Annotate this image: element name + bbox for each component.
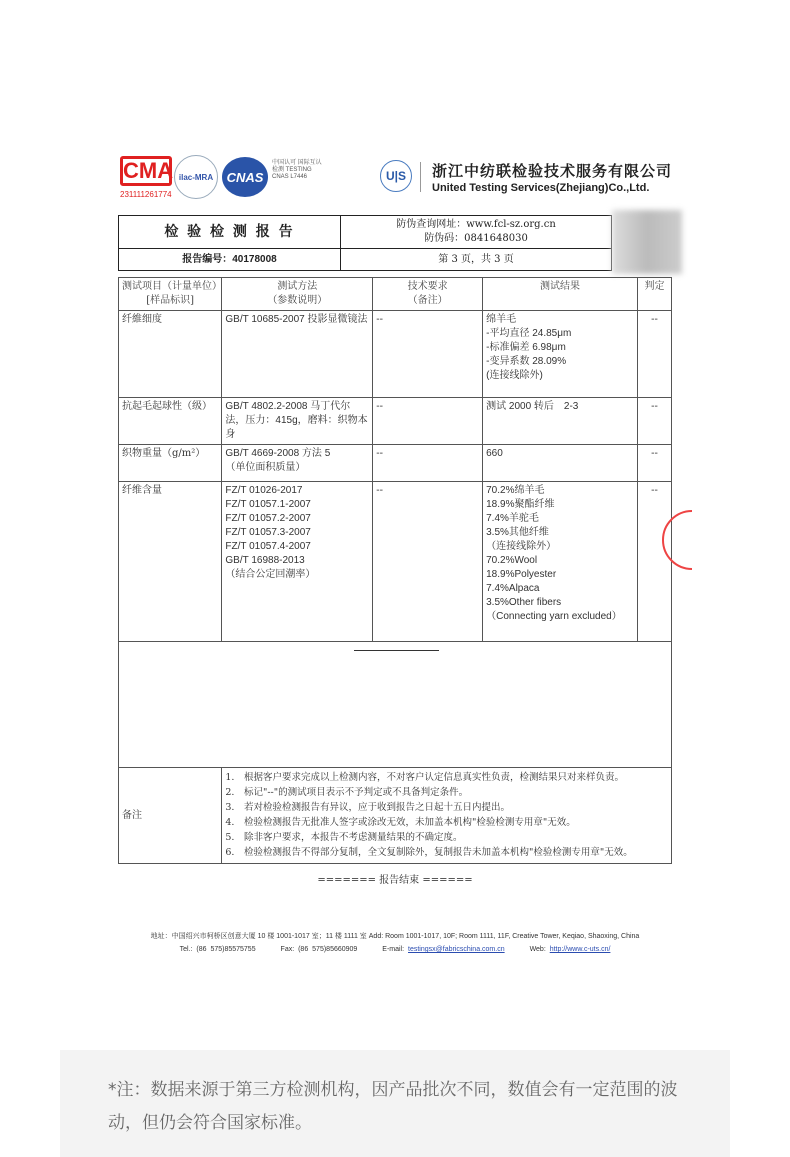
- test-result: [483, 482, 638, 642]
- test-result-line: 70.2%绵羊毛: [486, 485, 545, 496]
- anti-fake-info: [341, 216, 612, 249]
- column-header: [373, 278, 483, 311]
- test-result-line: 70.2%Wool: [486, 555, 538, 566]
- verdict: --: [637, 482, 671, 642]
- blurred-region: [612, 210, 682, 274]
- report-header-table: [118, 215, 612, 271]
- column-header: [119, 278, 222, 311]
- test-method-line: FZ/T 01057.1-2007: [225, 499, 311, 510]
- test-result: [483, 398, 638, 445]
- test-method-line: GB/T 4802.2-2008 马丁代尔法，压力：415g，磨料：织物本身: [225, 401, 368, 440]
- test-result-line: 测试 2000 转后 2-3: [486, 401, 579, 412]
- test-result-line: 绵羊毛: [486, 314, 517, 325]
- verdict: --: [637, 311, 671, 398]
- cnas-logo: CNAS: [222, 157, 268, 197]
- ilac-mra-logo: ilac-MRA: [174, 155, 218, 199]
- requirement: --: [373, 445, 483, 482]
- report-end: ======= 报告结束 ======: [317, 875, 473, 886]
- column-header-line: 判定: [644, 281, 665, 292]
- verdict: --: [637, 445, 671, 482]
- test-method: [222, 482, 373, 642]
- footer-address: 地址：中国绍兴市柯桥区创意大厦 10 楼 1001-1017 室；11 楼 1111 室 Add: Room 1001-1017, 10F; Room 1111, 11F, Creative Tower, Keqiao, Shaoxing, China: [150, 933, 640, 940]
- company-name-en: United Testing Services(Zhejiang)Co.,Ltd.: [432, 182, 650, 194]
- blank-row: [119, 642, 672, 768]
- notes-label: 备注: [119, 768, 222, 864]
- test-result-line: 7.4%羊驼毛: [486, 513, 539, 524]
- test-result-line: 7.4%Alpaca: [486, 583, 540, 594]
- notes-row: [119, 768, 672, 864]
- note-item: 6. 检验检测报告不得部分复制，全文复制除外，复制报告未加盖本机构"检验检测专用章"无效。: [225, 847, 633, 858]
- test-item: 纤维含量: [119, 482, 222, 642]
- notes-list: [225, 770, 668, 860]
- footer-fax: Fax: (86 575)85660909: [280, 946, 358, 953]
- note-item: 3. 若对检验检测报告有异议，应于收到报告之日起十五日内提出。: [225, 802, 510, 813]
- cma-number: 231111261774: [120, 190, 172, 199]
- note-item: 5. 除非客户要求，本报告不考虑测量结果的不确定度。: [225, 832, 463, 843]
- test-result-line: 18.9%聚酯纤维: [486, 499, 555, 510]
- test-result-line: -平均直径 24.85μm: [486, 328, 572, 339]
- footer-tel: Tel.: (86 575)85575755: [179, 946, 256, 953]
- test-method-line: FZ/T 01057.2-2007: [225, 513, 311, 524]
- test-item: 抗起毛起球性（级）: [119, 398, 222, 445]
- table-row: [119, 482, 672, 642]
- footer-web-label: Web:: [529, 946, 550, 953]
- requirement: --: [373, 311, 483, 398]
- test-result-line: 3.5%Other fibers: [486, 597, 562, 608]
- separator-line: [354, 650, 439, 651]
- column-header: [483, 278, 638, 311]
- column-header: [222, 278, 373, 311]
- disclaimer-text: *注：数据来源于第三方检测机构，因产品批次不同，数值会有一定范围的波动，但仍会符合国家标准。: [108, 1080, 678, 1133]
- page-indicator: 第 3 页，共 3 页: [341, 249, 612, 271]
- test-result-line: (连接线除外): [486, 370, 543, 381]
- column-header-line: （备注）: [407, 295, 448, 306]
- test-result-line: （连接线除外）: [486, 541, 557, 552]
- table-header-row: [119, 278, 672, 311]
- table-row: [119, 398, 672, 445]
- test-result-line: 3.5%其他纤维: [486, 527, 549, 538]
- column-header: [637, 278, 671, 311]
- web-link[interactable]: http://www.c-uts.cn/: [549, 946, 611, 953]
- test-item: 织物重量（g/m²）: [119, 445, 222, 482]
- test-result: [483, 311, 638, 398]
- test-result-line: 18.9%Polyester: [486, 569, 557, 580]
- verdict: --: [637, 398, 671, 445]
- table-row: [119, 445, 672, 482]
- table-row: [119, 311, 672, 398]
- test-result-line: -变异系数 28.09%: [486, 356, 567, 367]
- test-method-line: GB/T 16988-2013: [225, 555, 305, 566]
- column-header-line: 测试项目（计量单位）: [122, 281, 222, 292]
- requirement: --: [373, 398, 483, 445]
- report-number: 报告编号：40178008: [119, 249, 341, 271]
- query-url: 防伪查询网址：www.fcl-sz.org.cn: [396, 219, 556, 230]
- test-method-line: FZ/T 01057.3-2007: [225, 527, 311, 538]
- company-name-cn: 浙江中纺联检验技术服务有限公司: [432, 162, 673, 180]
- footer-contact: [0, 945, 790, 954]
- anti-code: 防伪码：0841648030: [424, 233, 528, 244]
- test-method-line: （单位面积质量）: [225, 462, 306, 473]
- footer-email-label: E-mail:: [382, 946, 409, 953]
- test-method: [222, 398, 373, 445]
- column-header-line: （参数说明）: [267, 295, 328, 306]
- note-item: 2. 标记"--"的测试项目表示不予判定或不具备判定条件。: [225, 787, 469, 798]
- test-method-line: GB/T 4669-2008 方法 5: [225, 448, 331, 459]
- column-header-line: 技术要求: [407, 281, 448, 292]
- note-item: 4. 检验检测报告无批准人签字或涂改无效，未加盖本机构"检验检测专用章"无效。: [225, 817, 576, 828]
- test-method: [222, 445, 373, 482]
- report-title: 检 验 检 测 报 告: [119, 216, 341, 249]
- column-header-line: [样品标识]: [146, 295, 195, 306]
- test-result-line: 660: [486, 448, 503, 459]
- column-header-line: 测试结果: [540, 281, 581, 292]
- test-method-line: FZ/T 01057.4-2007: [225, 541, 311, 552]
- test-result-line: -标准偏差 6.98μm: [486, 342, 566, 353]
- test-method-line: （结合公定回潮率）: [225, 569, 316, 580]
- uts-logo: U|S: [380, 160, 412, 192]
- requirement: --: [373, 482, 483, 642]
- test-result: [483, 445, 638, 482]
- red-seal-stamp: [662, 510, 722, 570]
- cma-logo: CMA: [120, 156, 172, 186]
- divider: [420, 162, 421, 192]
- email-link[interactable]: testingsx@fabricschina.com.cn: [408, 946, 505, 953]
- column-header-line: 测试方法: [277, 281, 318, 292]
- test-method-line: FZ/T 01026-2017: [225, 485, 303, 496]
- test-item: 纤維细度: [119, 311, 222, 398]
- test-method-line: GB/T 10685-2007 投影显微镜法: [225, 314, 368, 325]
- test-result-line: （Connecting yarn excluded）: [486, 611, 622, 622]
- note-item: 1. 根据客户要求完成以上检测内容，不对客户认定信息真实性负责，检测结果只对来样负责。: [225, 772, 624, 783]
- cnas-text: 中国认可 国际互认 检测 TESTING CNAS L7446: [272, 160, 322, 180]
- results-table: [118, 277, 672, 864]
- test-method: [222, 311, 373, 398]
